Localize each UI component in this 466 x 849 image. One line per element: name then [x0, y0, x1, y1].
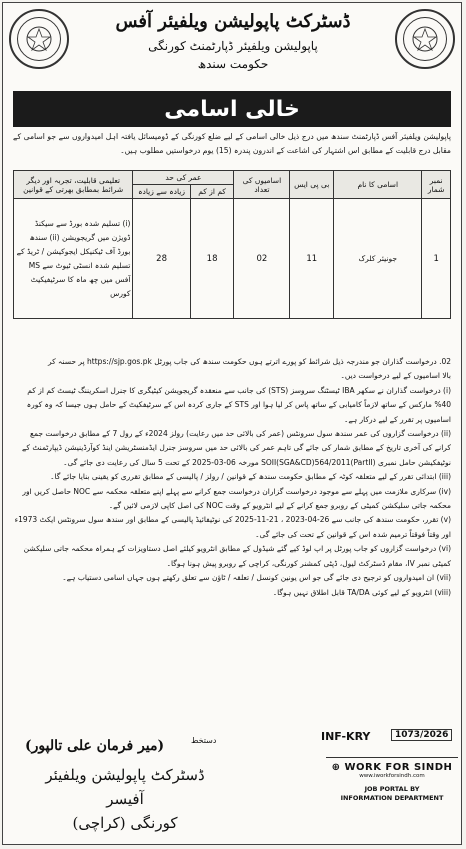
cell-post: جونیئر کلرک: [334, 199, 422, 319]
col-count: اسامیوں کی تعداد: [234, 171, 290, 199]
reference-code: INF-KRY: [321, 730, 371, 743]
table-row: [14, 199, 451, 319]
conditions-list: [13, 355, 451, 600]
cell-serial: 1: [422, 199, 451, 319]
government-seal-left: [9, 9, 69, 69]
condition-item: (iii) ابتدائی تقرر کے لیے متعلقہ کوٹہ کے مطابق حکومت سندھ کے قوانین / رولز / پالیسی کے مطابق تقرری کو یقینی بنایا جائے گا۔: [50, 472, 451, 482]
vacancy-table: [13, 170, 451, 319]
cell-qualification: (i) تسلیم شدہ بورڈ سے سیکنڈ ڈویژن میں گریجویشن (ii) سندھ بورڈ آف ٹیکنیکل ایجوکیشن / ٹریڈ کے تسلیم شدہ انسٹی ٹیوٹ سے MS آفس میں چھ ماہ کا سرٹیفیکیٹ کورس: [14, 199, 133, 319]
condition-item: (ii) درخواست گزاروں کی عمر سندھ سول سرونٹس (عمر کی بالائی حد میں رعایت) رولز 2024ء کے رول 7 کے مطابق درخواست جمع کرانے کی آخری تاریخ کے مطابق شمار کی جائے گی تاہم عمر کی بالائی حد میں سروسز جنرل ایڈمنسٹریشن اینڈ کوآرڈینیشن ڈیپارٹمنٹ کے نوٹیفکیشن حامل نمبری SOII(SGA&CD)564/2011(PartII) مورخہ 06-03-2025 کے تحت 5 سال کی رعایت دی جائے گی۔: [21, 429, 451, 467]
condition-item: (iv) سرکاری ملازمت میں پہلے سے موجود درخواست گزاران درخواست جمع کرانے سے پہلے اپنے متعلقہ محکمہ سے NOC حاصل کریں اور محکمہ جاتی سلیکشن کمیٹی کے روبرو جمع کرانے کے لیے انٹرویو کے وقت NOC کی اصل کاپی لازمی لائیں گے۔: [22, 486, 451, 511]
cell-count: 02: [234, 199, 290, 319]
col-age: عمر کی حد: [133, 171, 234, 185]
government-name: حکومت سندھ: [197, 57, 269, 71]
condition-item: (viii) انٹرویو کے لیے کوئی TA/DA قابل اطلاق نہیں ہوگا۔: [272, 587, 451, 597]
advert-reference: [321, 730, 461, 743]
portal-credit-line1: JOB PORTAL BY: [364, 785, 420, 793]
col-bps: بی پی ایس: [290, 171, 334, 199]
office-title: ڈسٹرکٹ پاپولیشن ویلفیئر آفس: [115, 11, 351, 32]
signatory-designation: [25, 763, 225, 835]
government-seal-right: [395, 9, 455, 69]
condition-item: (vi) درخواست گزاروں کو جاب پورٹل پر اپ لوڈ کیے گئے شیڈول کے مطابق انٹرویو کیلئے اصل دستاویزات کے ہمراہ محکمہ جاتی سلیکشن کمیٹی نمبر IV، مقام ڈسٹرکٹ لیول، ڈپٹی کمشنر کورنگی، کراچی کے روبرو پیش ہونا ہوگا۔: [23, 544, 451, 568]
condition-item: 02. درخواست گذاران جو مندرجہ ذیل شرائط کو پورے اترتے ہوں حکومت سندھ کی جاب پورٹل https://sjp.gos.pk پر حسنہ کر: [47, 357, 451, 366]
cell-age-max: 28: [133, 199, 190, 319]
portal-credit-line2: INFORMATION DEPARTMENT: [340, 794, 444, 802]
cell-bps: 11: [290, 199, 334, 319]
condition-item: بالا اسامیوں کے لیے درخواست دیں۔: [340, 371, 451, 381]
signature-label: دستخط: [191, 736, 217, 745]
work-for-sindh-block: [326, 757, 458, 803]
seal-emblem-icon: [403, 17, 447, 61]
globe-icon: ⊕: [331, 762, 341, 773]
condition-item: (vii) ان امیدواروں کو ترجیح دی جائے گی جو اس یونین کونسل / تعلقہ / ٹاؤن سے تعلق رکھتے ہوں جہاں اسامی دستیاب ہے۔: [62, 573, 451, 583]
col-age-min: کم از کم: [190, 185, 234, 199]
intro-paragraph: پاپولیشن ویلفیئر آفس ڈپارٹمنٹ سندھ میں درج ذیل خالی اسامی کے لیے ضلع کورنگی کے ڈومیسائل یافتہ اہل امیدواروں سے جو اسامی کے مقابل درج قابلیت کے مطابق اس اشتہار کی اشاعت کے اندرون پندرہ (15) یوم درخواستیں مطلوب ہیں۔: [13, 132, 451, 155]
col-post: اسامی کا نام: [334, 171, 422, 199]
advertisement-page: [2, 2, 462, 845]
designation-location: کورنگی (کراچی): [72, 814, 178, 832]
work-for-sindh-url: www.iworkforsindh.com: [359, 773, 425, 779]
department-name: پاپولیشن ویلفیئر ڈپارٹمنٹ کورنگی: [148, 39, 318, 53]
work-for-sindh-text: WORK FOR SINDH: [344, 762, 453, 773]
designation-text: ڈسٹرکٹ پاپولیشن ویلفیئر آفیسر: [45, 766, 205, 808]
cell-age-min: 18: [190, 199, 234, 319]
work-for-sindh-logo: [326, 762, 458, 773]
col-serial: نمبر شمار: [422, 171, 451, 199]
signatory-name: (میر فرمان علی تالپور): [25, 738, 165, 754]
vacancy-banner: خالی اسامی: [13, 91, 451, 127]
reference-number: 1073/2026: [391, 729, 452, 741]
seal-emblem-icon: [17, 17, 61, 61]
portal-credit: [326, 785, 458, 803]
condition-item: (i) درخواست گذاران نے سکھر IBA ٹیسٹنگ سروسز (STS) کی جانب سے منعقدہ گریجویشن کیٹیگری کا جنرل اسکریننگ ٹیسٹ کم از کم 40% مارکس کے ساتھ لازماً کامیابی کے ساتھ پاس کر لیا ہوا اور STS کے جاری کردہ اس کے سرٹیفکیٹ کے حامل ہوں جیسا کہ وہ کورہ اسامیوں پر تقرر کے لیے درکار ہے۔: [26, 385, 451, 424]
condition-item: (v) تقرر، حکومت سندھ کی جانب سے 26-04-2023 ، 21-11-2025 کی نوٹیفائیڈ پالیسی کے مطابق اور سندھ سول سرونٹس ایکٹ 1973ء اور وقتاً فوقتاً ترمیم شدہ اس کے قوانین کے تحت کی جائے گی۔: [14, 515, 451, 539]
col-age-max: زیادہ سے زیادہ: [133, 185, 190, 199]
col-qualification: تعلیمی قابلیت، تجربہ اور دیگر شرائط بمطابق بھرتی کے قوانین: [14, 171, 133, 199]
